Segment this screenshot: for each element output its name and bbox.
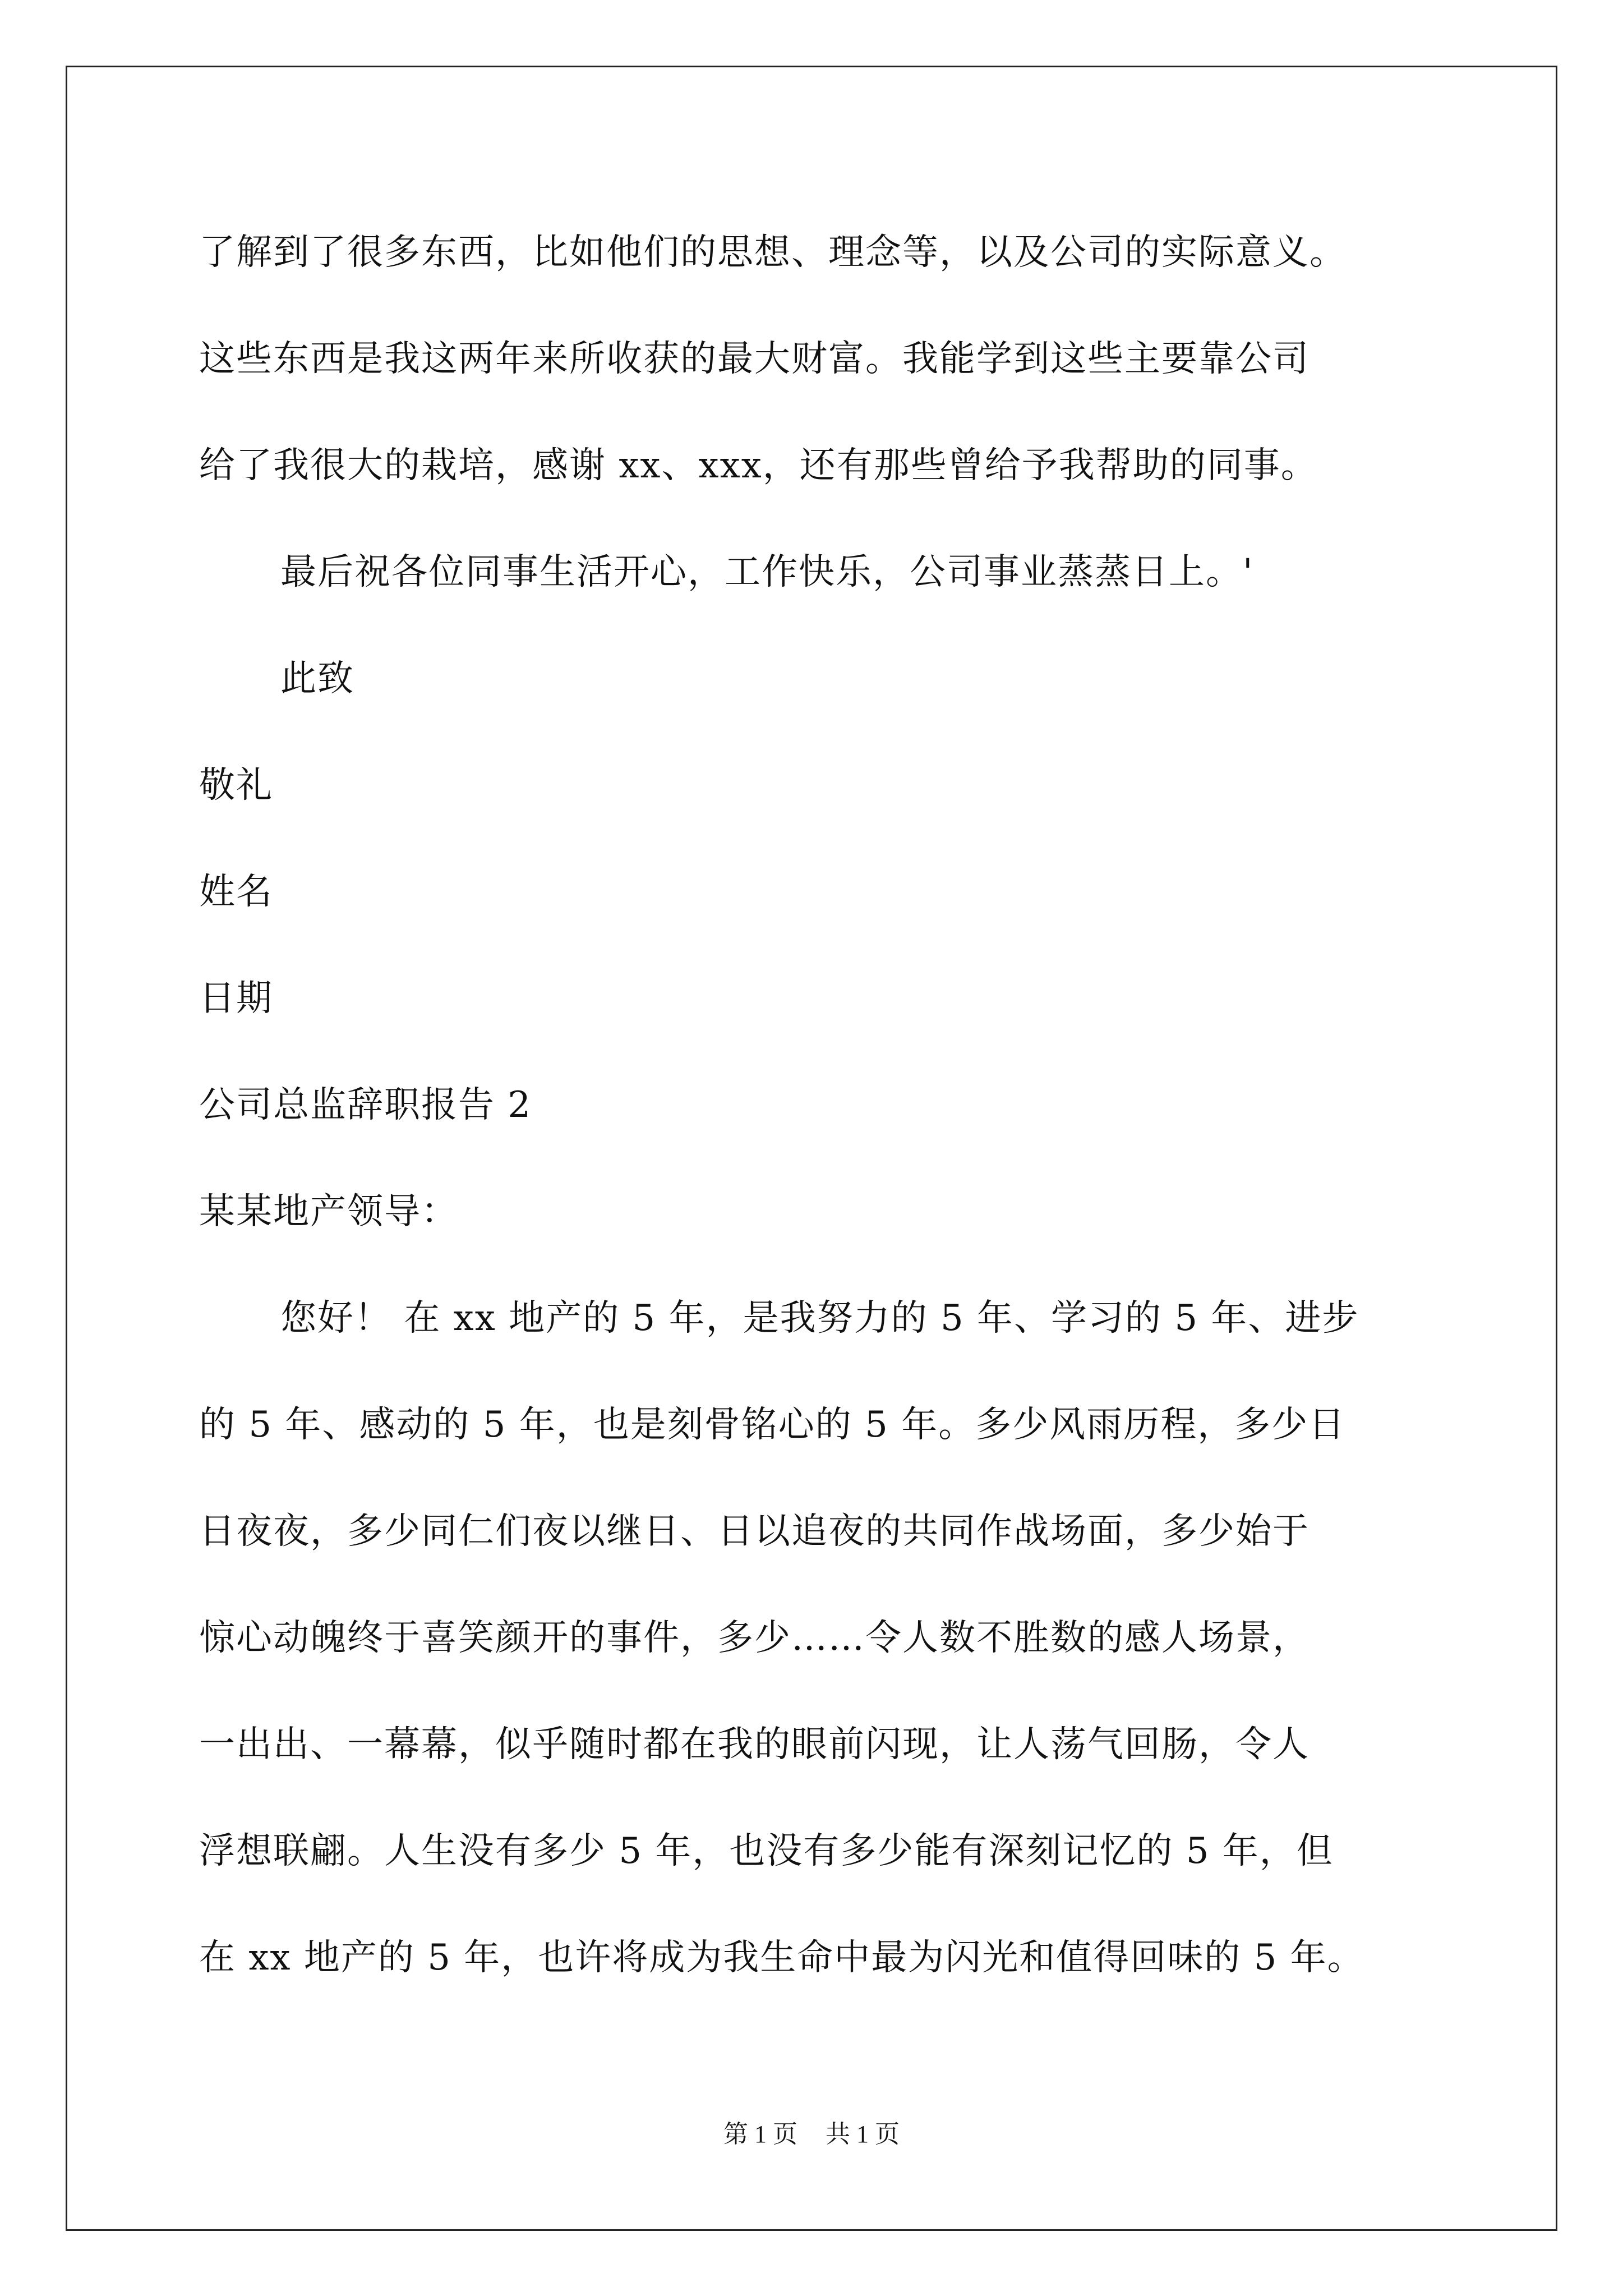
page-border [66,66,1557,2231]
paragraph-line: 了解到了很多东西，比如他们的思想、理念等，以及公司的实际意义。 [199,232,1347,273]
signature-name: 姓名 [199,871,273,913]
paragraph-line: 的 5 年、感动的 5 年，也是刻骨铭心的 5 年。多少风雨历程，多少日 [199,1404,1346,1446]
paragraph-line: 浮想联翩。人生没有多少 5 年，也没有多少能有深刻记忆的 5 年，但 [199,1830,1334,1872]
paragraph-line: 给了我很大的栽培，感谢 xx、xxx，还有那些曾给予我帮助的同事。 [199,445,1318,486]
signature-date: 日期 [199,978,273,1019]
paragraph-line: 您好！ 在 xx 地产的 5 年，是我努力的 5 年、学习的 5 年、进步 [280,1297,1359,1339]
page-footer [0,2118,1623,2151]
paragraph-line: 日夜夜，多少同仁们夜以继日、日以追夜的共同作战场面，多少始于 [199,1511,1310,1552]
paragraph-line: 这些东西是我这两年来所收获的最大财富。我能学到这些主要靠公司 [199,338,1310,380]
salutation-cizhi: 此致 [280,658,354,700]
paragraph-line: 惊心动魄终于喜笑颜开的事件，多少……令人数不胜数的感人场景， [199,1617,1310,1659]
paragraph-line: 一出出、一幕幕，似乎随时都在我的眼前闪现，让人荡气回肠，令人 [199,1724,1310,1765]
page-number: 第 1 页 [723,2120,797,2148]
salutation-jingli: 敬礼 [199,765,273,806]
letter-greeting: 某某地产领导： [199,1191,458,1232]
closing-wish-line: 最后祝各位同事生活开心，工作快乐，公司事业蒸蒸日上。' [280,551,1254,593]
section-title: 公司总监辞职报告 2 [199,1084,532,1126]
paragraph-line: 在 xx 地产的 5 年，也许将成为我生命中最为闪光和值得回味的 5 年。 [199,1937,1364,1978]
page-total: 共 1 页 [826,2120,900,2148]
